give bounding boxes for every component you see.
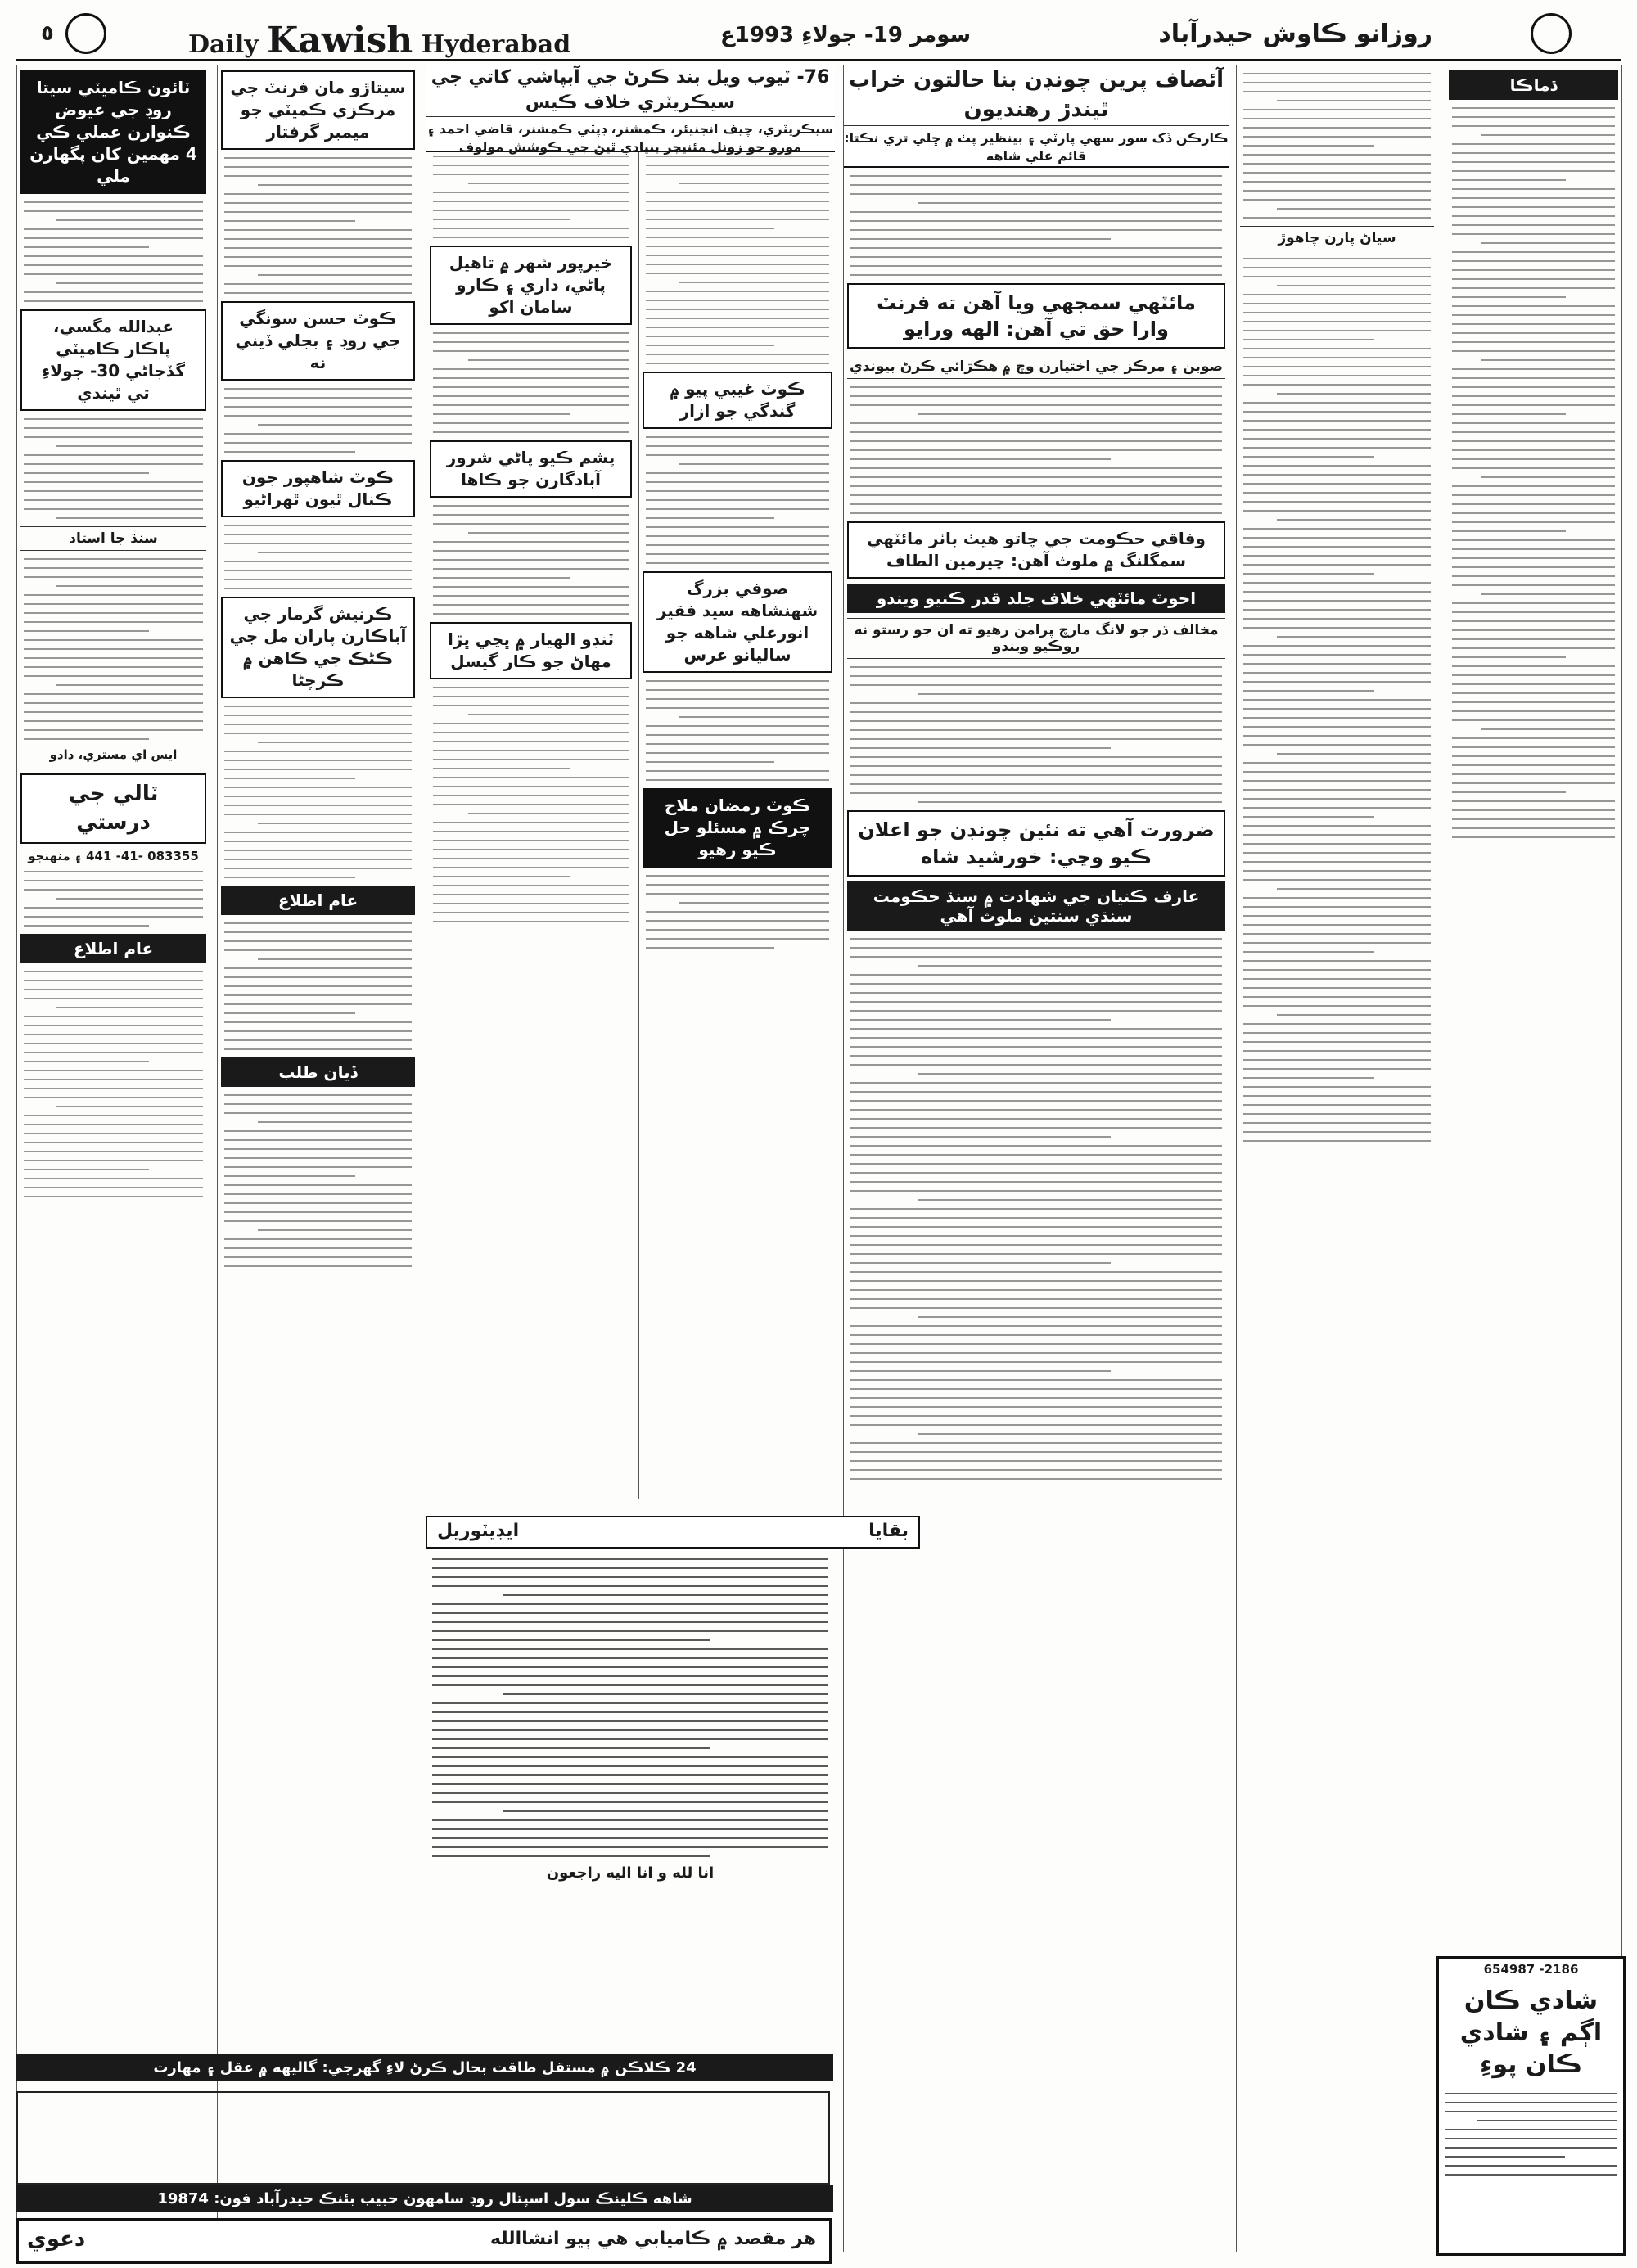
- column-1: [16, 65, 210, 2252]
- article-body: [224, 525, 412, 589]
- section-head: سنڌ جا استاد: [20, 526, 206, 551]
- article-body: [224, 922, 412, 1050]
- article-body: [24, 971, 203, 1197]
- column-center: [843, 65, 1229, 2252]
- section-head: سياڻ پارن چاهوڙ: [1240, 226, 1434, 250]
- center-headline-2: وفاقي حڪومت جي چاتو هيٺ باٺر مائٽهي سمگلنگ ۾ ملوث آهن: چيرمين الطاف: [847, 521, 1225, 579]
- center-headline-2c: مخالف ڌر جو لانگ مارچ پرامن رهيو ته ان جو رستو نه روڪيو ويندو: [847, 618, 1225, 659]
- article-body: [433, 156, 629, 238]
- article-body: [1243, 73, 1431, 219]
- editorial-closing: انا لله و انا اليه راجعون: [546, 1864, 715, 1882]
- masthead-suffix: Hyderabad: [421, 30, 571, 59]
- headline-box: ڪوٽ غيبي پيو ۾ گندگي جو ازار: [643, 372, 832, 429]
- article-body: [646, 680, 829, 781]
- article-body: [433, 687, 629, 922]
- section-head: ڌماڪا: [1449, 70, 1618, 100]
- article-body: [24, 201, 203, 302]
- lead-right-text: آئصاف پرين چونڊن بنا حالتون خراب ٿيندڙ رهنديون: [848, 68, 1224, 123]
- page-number-badge: [65, 13, 106, 54]
- article-body: [850, 386, 1222, 514]
- masthead-main: Kawish: [267, 20, 413, 61]
- column-7: [1236, 65, 1437, 2252]
- editorial-body: [426, 1551, 835, 2050]
- main-center-headline: مائٽهي سمجهي ويا آهن ته فرنٽ وارا حق تي آهن: الهه ورايو: [847, 283, 1225, 349]
- issue-date: سومر 19- جولاءِ 1993ع: [720, 23, 972, 47]
- editorial-left-label: ايڊيٽوريل: [437, 1521, 520, 1541]
- article-body: [433, 505, 629, 615]
- article-body: [24, 558, 203, 740]
- article-body: [224, 388, 412, 453]
- headline-box: صوفي بزرگ شهنشاهه سيد فقير انورعلي شاهه جو ساليانو عرس: [643, 571, 832, 673]
- masthead-prefix: Daily: [188, 30, 259, 59]
- headline-box: پشم ڪيو پاڻي شرور آبادگارن جو ڪاها: [430, 440, 632, 498]
- headline-box: ٽائون ڪاميٽي سيتا روڊ جي عيوض ڪنوارن عملي ڪي 4 مهمين کان پگهارن ملي: [20, 70, 206, 194]
- ads-row: [16, 2091, 830, 2185]
- repair-ad-title: ٽالي جي درستي: [20, 773, 206, 844]
- repair-ad-phone: 083355 -41- 441 ۽ منهنجو: [28, 849, 199, 864]
- dawn-ad: [16, 2218, 832, 2264]
- article-body: [850, 938, 1222, 1480]
- lead-headline-right: [844, 65, 1229, 168]
- article-body: [224, 157, 412, 294]
- marriage-ad-phone: 2186- 654987: [1483, 1962, 1579, 1977]
- article-body: [1243, 258, 1431, 1142]
- article-body: [224, 706, 412, 878]
- sindhi-masthead: روزانو ڪاوش حيدرآباد: [1158, 20, 1432, 48]
- bottom-strip: 24 ڪلاڪن ۾ مستقل طاقت بحال ڪرڻ لاءِ گهرجي: گاليهه ۾ عقل ۽ مهارت: [16, 2054, 833, 2081]
- article-body: [850, 666, 1222, 803]
- headline-box: سيتاڙو مان فرنٽ جي مرڪزي ڪميٽي جو ميمبر گرفتار: [221, 70, 415, 150]
- center-headline-2b: احوٽ مائٽهي خلاف جلد قدر ڪنيو ويندو: [847, 584, 1225, 613]
- article-body: [646, 156, 829, 364]
- hospital-strip: شاهه ڪلينڪ سول اسپتال روڊ سامهون حبيب بئنڪ حيدرآباد فون: 19874: [16, 2185, 833, 2212]
- dawn-ad-title: دعوي: [27, 2227, 86, 2252]
- marriage-ad-title: شادي ڪان اڳم ۽ شادي ڪان پوءِ: [1459, 1986, 1603, 2079]
- headline-box: خيرپور شهر ۾ تاهيل پاڻي، داري ۽ ڪارو سامان اکو: [430, 246, 632, 325]
- masthead: [16, 8, 1621, 61]
- article-body: [1452, 107, 1615, 838]
- center-headline-3b: عارف ڪنيان جي شهادت ۾ سنڌ حڪومت سنڌي سنتين ملوث آهي: [847, 881, 1225, 931]
- marriage-ad: [1436, 1956, 1626, 2256]
- dawn-ad-text: هر مقصد ۾ ڪاميابي هي ٻيو انشاالله: [489, 2229, 816, 2249]
- column-3: [426, 65, 635, 1499]
- lead-headline-sub: سيڪريٽري، چيف انجنيئر، ڪمشنر، ڊپٽي ڪمشنر، قاضي احمد ۽ مورو جو زونل مئنيجر بنيادي ٿيڻ جي ڪوشش مولوف: [426, 116, 835, 157]
- ad-body: [24, 871, 203, 927]
- section-head: عام اطلاع: [221, 886, 415, 915]
- ad-body: [1445, 2093, 1617, 2176]
- lead-headline-text: 76- ٽيوب ويل بند ڪرڻ جي آبپاشي کاتي جي سيڪريٽري خلاف ڪيس: [431, 67, 830, 113]
- article-body: [646, 436, 829, 564]
- page-number: ٥: [41, 21, 54, 46]
- headline-box: ڪرنيش گرمار جي آباڪارن پاران مل جي ڪڻڪ جي ڪاهن ۾ ڪرچڻا: [221, 597, 415, 698]
- headline-box: عبدالله مگسي، پاڪار ڪاميٽي گڏجاڻي 30- جولاءِ تي ٿيندي: [20, 309, 206, 411]
- article-body: [646, 875, 829, 949]
- headline-box: ڪوٽ رمضان ملاح چرڪ ۾ مسئلو حل ڪيو رهيو: [643, 788, 832, 868]
- editorial-header: [426, 1516, 920, 1549]
- logo-circle: [1531, 13, 1572, 54]
- column-2: [217, 65, 418, 2252]
- center-headline-3: ضرورت آهي ته نئين چونڊن جو اعلان ڪيو وڃي: خورشيد شاه: [847, 810, 1225, 877]
- signature-block: ايس اي مستري، دادو: [49, 747, 178, 762]
- article-body: [433, 332, 629, 433]
- section-head: عام اطلاع: [20, 934, 206, 963]
- main-center-sub: صوبن ۽ مرڪز جي اختيارن وچ ۾ هڪڙائي ڪرڻ بيوندي: [847, 354, 1225, 379]
- lead-headline-top: [426, 65, 835, 155]
- editorial-right-label: بقايا: [868, 1521, 909, 1541]
- english-masthead: [188, 20, 570, 61]
- article-body: [224, 1094, 412, 1267]
- headline-box: ٽنڊو الهيار ۾ ڀڃي ڀڙا مهاڻ جو ڪار گيسل: [430, 622, 632, 679]
- headline-box: ڪوٽ شاهپور جون ڪنال ٿيون ٿهراڻيو: [221, 460, 415, 517]
- column-4: [638, 65, 836, 1499]
- column-8: [1445, 65, 1622, 2252]
- article-body: [24, 418, 203, 519]
- headline-box: ڪوٽ حسن سونگي جي روڊ ۽ بجلي ڏيني نه: [221, 301, 415, 381]
- lead-right-sub: ڪارڪن ڏک سور سهي پارٽي ۽ بينظير پٺ ۾ ڇلي تري نڪتا: قائم علي شاهه: [844, 125, 1229, 166]
- article-body: [850, 175, 1222, 276]
- section-head: ڏيان طلب: [221, 1057, 415, 1087]
